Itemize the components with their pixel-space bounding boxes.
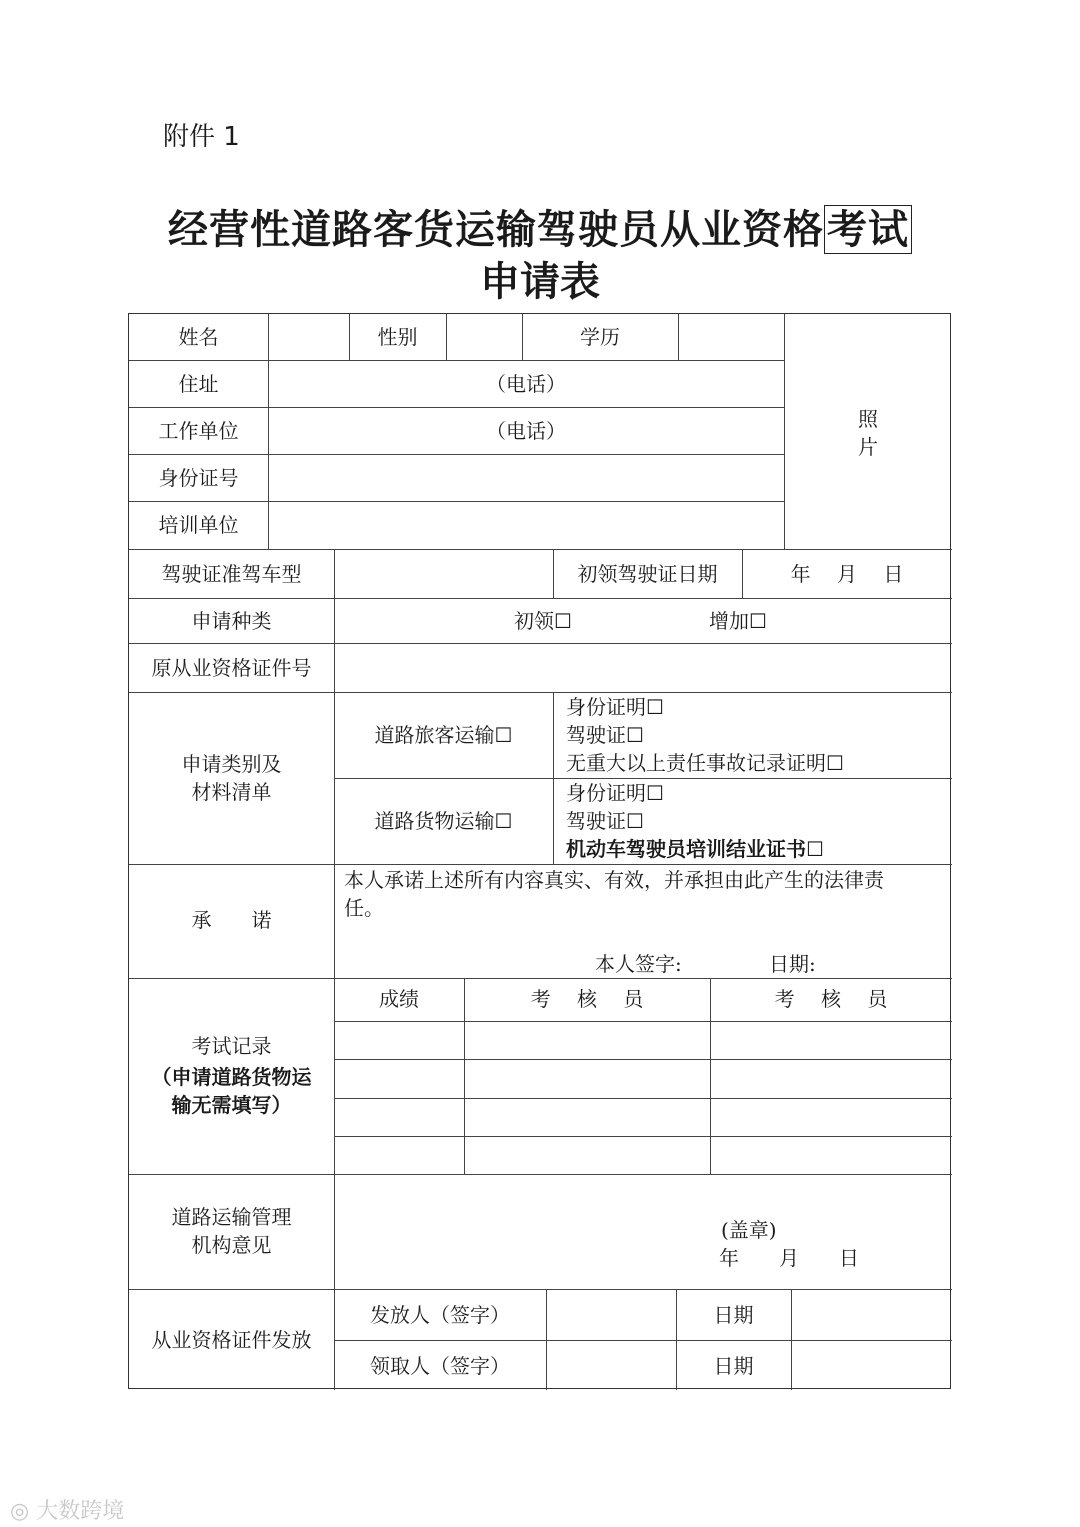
type-add-checkbox[interactable]: 增加☐ (709, 609, 767, 633)
authority-label-1: 道路运输管理 (171, 1205, 292, 1229)
old-cert-label: 原从业资格证件号 (151, 656, 312, 680)
form-title-main: 经营性道路客货运输驾驶员从业资格 (168, 206, 824, 253)
seal-note: (盖章) (721, 1218, 777, 1242)
freight-material-license[interactable]: 驾驶证☐ (566, 809, 644, 833)
name-label: 姓名 (178, 325, 219, 349)
photo-label-1: 照 (858, 407, 878, 431)
form-title (0, 198, 1080, 255)
watermark (10, 1494, 124, 1525)
training-unit-label: 培训单位 (158, 513, 239, 537)
passenger-material-license[interactable]: 驾驶证☐ (566, 723, 644, 747)
workplace-label: 工作单位 (158, 419, 239, 443)
first-license-date-label: 初领驾驶证日期 (577, 562, 718, 586)
education-label: 学历 (580, 325, 620, 349)
examiner-header-2: 考 核 员 (774, 987, 888, 1011)
signature-label: 本人签字: (595, 952, 682, 976)
score-header: 成绩 (379, 987, 419, 1011)
passenger-transport-checkbox[interactable]: 道路旅客运输☐ (374, 723, 513, 747)
issuance-label: 从业资格证件发放 (151, 1328, 312, 1352)
watermark-logo-icon: ◎ (10, 1499, 37, 1524)
attachment-label: 附件 1 (163, 122, 240, 152)
license-class-label: 驾驶证准驾车型 (161, 562, 302, 586)
freight-material-id[interactable]: 身份证明☐ (566, 781, 664, 805)
freight-material-training-cert[interactable]: 机动车驾驶员培训结业证书☐ (566, 837, 824, 861)
photo-label-2: 片 (858, 435, 878, 459)
category-label-2: 材料清单 (191, 780, 272, 804)
id-number-label: 身份证号 (158, 466, 239, 490)
type-first-checkbox[interactable]: 初领☐ (514, 609, 572, 633)
address-phone-note: （电话） (486, 372, 566, 396)
promise-text-1: 本人承诺上述所有内容真实、有效，并承担由此产生的法律责 (344, 868, 884, 892)
authority-label-2: 机构意见 (191, 1233, 272, 1257)
watermark-text: 大数跨境 (36, 1499, 125, 1524)
exam-record-label-3: 输无需填写） (171, 1093, 292, 1117)
receiver-date-label: 日期 (713, 1354, 754, 1378)
category-label-1: 申请类别及 (181, 752, 282, 776)
passenger-material-record[interactable]: 无重大以上责任事故记录证明☐ (566, 751, 844, 775)
exam-record-label-2: （申请道路货物运 (151, 1065, 312, 1089)
gender-label: 性别 (377, 325, 418, 349)
application-type-label: 申请种类 (191, 609, 272, 633)
exam-record-label-1: 考试记录 (191, 1034, 272, 1058)
freight-transport-checkbox[interactable]: 道路货物运输☐ (374, 809, 513, 833)
examiner-header-1: 考 核 员 (530, 987, 644, 1011)
issuer-date-label: 日期 (713, 1303, 754, 1327)
promise-label: 承 诺 (191, 908, 272, 932)
form-title-boxed: 考试 (824, 205, 912, 254)
promise-text-2: 任。 (344, 896, 384, 920)
form-subtitle: 申请表 (480, 258, 600, 305)
receiver-label: 领取人（签字） (370, 1354, 510, 1378)
address-label: 住址 (178, 372, 219, 396)
seal-date: 年 月 日 (719, 1246, 859, 1270)
first-license-date-value: 年 月 日 (790, 562, 904, 586)
passenger-material-id[interactable]: 身份证明☐ (566, 695, 664, 719)
issuer-label: 发放人（签字） (370, 1303, 510, 1327)
date-label: 日期: (769, 952, 816, 976)
workplace-phone-note: （电话） (486, 419, 566, 443)
application-form (128, 313, 951, 1389)
